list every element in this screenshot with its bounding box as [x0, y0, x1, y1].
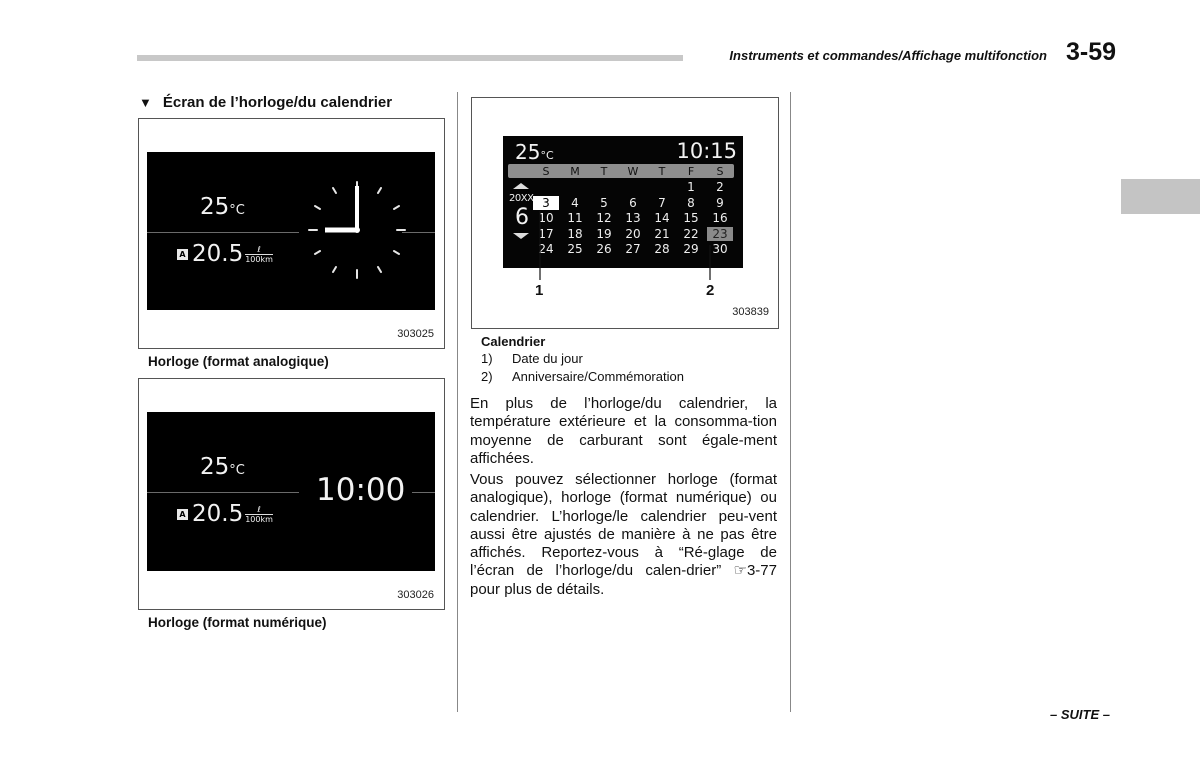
calendar-day[interactable]: 11 — [567, 211, 583, 225]
calendar-day[interactable]: 2 — [716, 180, 724, 194]
calendar-day[interactable]: 14 — [654, 211, 670, 225]
temperature-unit: °C — [229, 463, 245, 478]
calendar-day[interactable]: 15 — [683, 211, 699, 225]
divider-line — [147, 232, 299, 233]
figure-calendar — [471, 97, 779, 329]
weekday-label: T — [658, 165, 666, 178]
analog-clock-icon — [305, 178, 409, 282]
consumption-unit: $\frac{\text{ℓ}}{100km}$ — [245, 245, 273, 264]
callout-2: 2 — [706, 282, 715, 299]
weekday-label: M — [570, 165, 580, 178]
calendar-day[interactable]: 13 — [625, 211, 641, 225]
section-title — [139, 94, 392, 111]
calendar-day[interactable]: 1 — [687, 180, 695, 194]
fuel-consumption-readout — [177, 501, 273, 527]
calendar-day[interactable]: 8 — [687, 195, 695, 210]
body-paragraph: Vous pouvez sélectionner horloge (format analogique), horloge (format numérique) ou calendrier. L’horloge/le calendrier peu-vent aussi être ajustés de manière à ne pas être affichés. Reportez-vous à “Ré-glage de l’écran de l’horloge/du calen-drier” ☞3-77 pour plus de détails. — [470, 471, 777, 598]
legend-title: Calendrier — [481, 334, 546, 349]
calendar-day[interactable]: 25 — [567, 242, 583, 256]
calendar-day[interactable]: 4 — [571, 195, 579, 210]
average-badge-icon: A — [177, 249, 188, 260]
figure-caption-analog: Horloge (format analogique) — [148, 354, 329, 369]
temperature-unit: °C — [229, 203, 245, 218]
temperature-value: 25 — [200, 194, 230, 220]
calendar-day[interactable]: 17 — [538, 226, 554, 241]
calendar-day[interactable]: 5 — [600, 195, 608, 210]
temperature-unit: °C — [540, 149, 554, 162]
figure-id: 303839 — [732, 306, 769, 318]
weekday-label: F — [687, 165, 695, 178]
weekday-label: W — [627, 165, 639, 178]
column-divider-right — [790, 92, 791, 712]
header-rule — [137, 55, 683, 61]
continued-footer: – SUITE – — [1050, 707, 1110, 722]
fuel-consumption-readout — [177, 241, 273, 267]
temperature-readout — [200, 194, 245, 220]
figure-id: 303026 — [397, 589, 434, 601]
average-badge-icon: A — [177, 509, 188, 520]
temperature-readout — [200, 454, 245, 480]
callout-leaders — [472, 98, 778, 328]
weekday-label: T — [600, 165, 608, 178]
calendar-day[interactable]: 30 — [712, 242, 728, 256]
calendar-day[interactable]: 20 — [625, 226, 641, 241]
header-section-title: Instruments et commandes/Affichage multifonction — [729, 48, 1047, 63]
calendar-day[interactable]: 9 — [716, 195, 724, 210]
divider-line — [147, 492, 299, 493]
legend-item: 2) Anniversaire/Commémoration — [481, 369, 684, 384]
calendar-day[interactable]: 7 — [658, 195, 666, 210]
chapter-tab — [1121, 179, 1200, 214]
current-day-cell[interactable]: 3 — [533, 196, 559, 210]
calendar-day[interactable]: 26 — [596, 242, 612, 256]
calendar-month: 6 — [515, 205, 529, 230]
calendar-day[interactable]: 19 — [596, 226, 612, 241]
column-divider-left — [457, 92, 458, 712]
consumption-unit: $\frac{\text{ℓ}}{100km}$ — [245, 505, 273, 524]
figure-digital-clock — [138, 378, 445, 610]
display-screen — [147, 152, 435, 310]
callout-1: 1 — [535, 282, 544, 299]
weekday-label: S — [542, 165, 550, 178]
calendar-day[interactable]: 10 — [538, 211, 554, 225]
temperature-value: 25 — [515, 140, 541, 164]
page-number: 3-59 — [1066, 38, 1117, 66]
calendar-day[interactable]: 21 — [654, 226, 670, 241]
consumption-value: 20.5 — [192, 241, 244, 267]
temperature-value: 25 — [200, 454, 230, 480]
calendar-year: 20XX — [509, 193, 534, 204]
calendar-day[interactable]: 12 — [596, 211, 612, 225]
calendar-time: 10:15 — [676, 139, 737, 163]
digital-time: 10:00 — [316, 472, 406, 508]
calendar-day[interactable]: 24 — [538, 242, 554, 256]
figure-analog-clock — [138, 118, 445, 349]
calendar-day[interactable]: 22 — [683, 226, 699, 241]
calendar-day[interactable]: 6 — [629, 195, 637, 210]
calendar-day[interactable]: 18 — [567, 226, 583, 241]
legend-item: 1) Date du jour — [481, 351, 583, 366]
weekday-label: S — [716, 165, 724, 178]
body-paragraph: En plus de l’horloge/du calendrier, la température extérieure et la consomma-tion moyenne de carburant sont égale-ment affichées. — [470, 395, 777, 467]
consumption-value: 20.5 — [192, 501, 244, 527]
triangle-bullet-icon: ▼ — [139, 95, 152, 110]
section-title-text: Écran de l’horloge/du calendrier — [162, 94, 393, 111]
figure-caption-digital: Horloge (format numérique) — [148, 615, 327, 630]
calendar-day[interactable]: 28 — [654, 242, 670, 256]
calendar-day[interactable]: 29 — [683, 242, 699, 256]
figure-id: 303025 — [397, 328, 434, 340]
calendar-day[interactable]: 27 — [625, 242, 641, 256]
display-screen — [147, 412, 435, 571]
anniversary-day-cell[interactable]: 23 — [707, 227, 733, 241]
divider-line — [412, 492, 435, 493]
calendar-day[interactable]: 16 — [712, 211, 728, 225]
